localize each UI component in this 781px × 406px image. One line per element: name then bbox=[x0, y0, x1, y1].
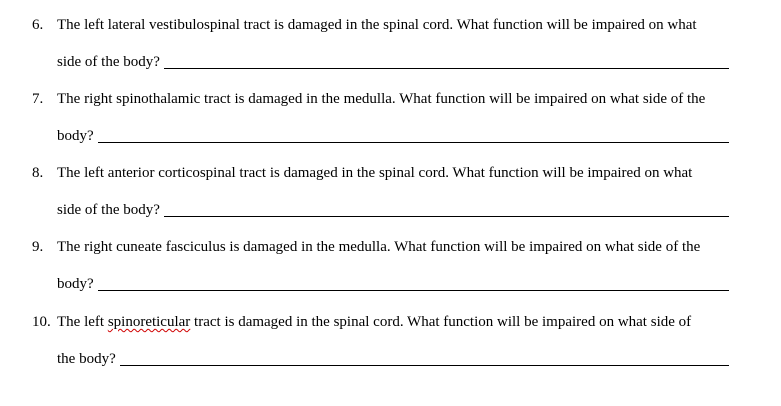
question-text-continued: body? bbox=[57, 276, 94, 292]
question-text-continued: the body? bbox=[57, 351, 116, 367]
answer-row bbox=[57, 201, 729, 219]
answer-row bbox=[57, 275, 729, 293]
answer-blank[interactable] bbox=[98, 276, 729, 291]
question-text-start: The left bbox=[57, 314, 108, 330]
question-number: 10. bbox=[32, 314, 51, 330]
question-text-continued: side of the body? bbox=[57, 202, 160, 218]
question-number: 8. bbox=[32, 165, 44, 181]
spelling-flagged-word[interactable]: spinoreticular bbox=[107, 314, 191, 330]
question-text-continued: side of the body? bbox=[57, 54, 160, 70]
answer-row bbox=[57, 127, 729, 145]
question-text: The right spinothalamic tract is damaged in the medulla. What function will be impaired on what side of the bbox=[57, 91, 706, 107]
answer-blank[interactable] bbox=[98, 128, 729, 143]
answer-row bbox=[57, 53, 729, 71]
answer-blank[interactable] bbox=[164, 202, 729, 217]
question-text: The right cuneate fasciculus is damaged in the medulla. What function will be impaired on what side of the bbox=[57, 239, 701, 255]
question-text-end: tract is damaged in the spinal cord. What function will be impaired on what side of bbox=[190, 314, 692, 330]
question-number: 9. bbox=[32, 239, 44, 255]
question-number: 6. bbox=[32, 17, 44, 33]
question-text: The left anterior corticospinal tract is damaged in the spinal cord. What function will be impaired on what bbox=[57, 165, 693, 181]
question-text-continued: body? bbox=[57, 128, 94, 144]
answer-blank[interactable] bbox=[120, 351, 729, 366]
answer-row bbox=[57, 350, 729, 368]
question-number: 7. bbox=[32, 91, 44, 107]
answer-blank[interactable] bbox=[164, 54, 729, 69]
question-text bbox=[57, 313, 691, 331]
question-text: The left lateral vestibulospinal tract is damaged in the spinal cord. What function will be impaired on what bbox=[57, 17, 697, 33]
